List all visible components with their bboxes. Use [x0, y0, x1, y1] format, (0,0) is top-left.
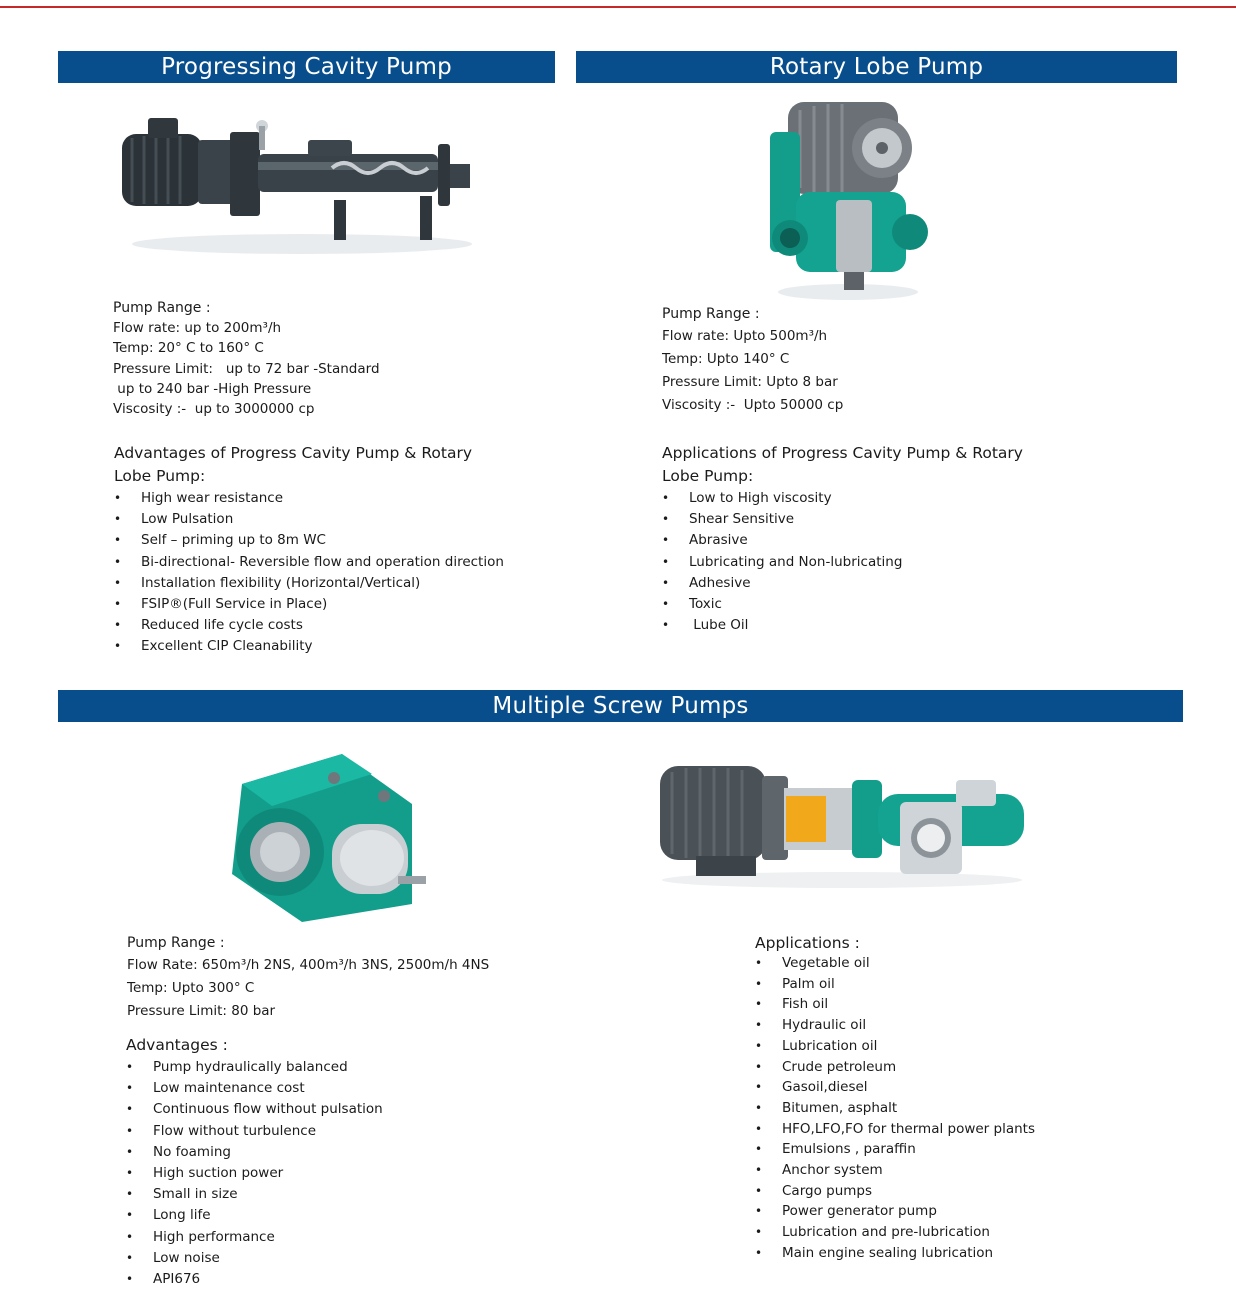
- list-item: • Low Pulsation: [114, 509, 554, 530]
- screw-pump-motor-image: [656, 744, 1028, 890]
- list-item: • High performance: [126, 1227, 566, 1248]
- list-item: • No foaming: [126, 1142, 566, 1163]
- list-item: • Bitumen, asphalt: [755, 1098, 1195, 1119]
- list-item: • Lubricating and Non-lubricating: [662, 552, 1102, 573]
- list-item: • Reduced life cycle costs: [114, 615, 554, 636]
- applications-heading: Applications :: [755, 934, 860, 952]
- banner-title: Rotary Lobe Pump: [769, 54, 984, 80]
- list-item: • Lube Oil: [662, 615, 1102, 636]
- list-item: • Pump hydraulically balanced: [126, 1057, 566, 1078]
- spec-flow-rate: Flow Rate: 650m³/h 2NS, 400m³/h 3NS, 2500m/h 4NS: [127, 957, 490, 973]
- list-item: • Bi-directional- Reversible flow and operation direction: [114, 552, 554, 573]
- pcp-specs: [113, 298, 553, 419]
- list-item: • High suction power: [126, 1163, 566, 1184]
- list-item: • Anchor system: [755, 1160, 1195, 1181]
- spec-pressure: Pressure Limit: Upto 8 bar: [662, 374, 838, 390]
- list-item: • Long life: [126, 1205, 566, 1226]
- list-item: • Adhesive: [662, 573, 1102, 594]
- applications-heading-line1: Applications of Progress Cavity Pump & Rotary: [662, 444, 1023, 462]
- advantages-list: [114, 488, 554, 658]
- advantages-heading-line1: Advantages of Progress Cavity Pump & Rotary: [114, 444, 472, 462]
- list-item: • Abrasive: [662, 530, 1102, 551]
- pcp-advantages: [114, 442, 554, 658]
- spec-temp: Temp: Upto 140° C: [662, 351, 790, 367]
- spec-flow-rate: Flow rate: up to 200m³/h: [113, 320, 282, 336]
- list-item: • Gasoil,diesel: [755, 1077, 1195, 1098]
- screw-pump-teal-image: [222, 744, 434, 928]
- list-item: • High wear resistance: [114, 488, 554, 509]
- list-item: • Self – priming up to 8m WC: [114, 530, 554, 551]
- spec-viscosity: Viscosity :- up to 3000000 cp: [113, 401, 315, 418]
- list-item: • Excellent CIP Cleanability: [114, 636, 554, 657]
- pump-range-heading: Pump Range :: [662, 306, 760, 322]
- list-item: • Crude petroleum: [755, 1057, 1195, 1078]
- list-item: • Cargo pumps: [755, 1181, 1195, 1202]
- list-item: • Installation flexibility (Horizontal/Vertical): [114, 573, 554, 594]
- progressing-cavity-pump-image: [112, 104, 480, 264]
- list-item: • API676: [126, 1269, 566, 1290]
- banner-rotary-lobe-pump: [576, 51, 1177, 83]
- banner-multiple-screw-pumps: [58, 690, 1183, 722]
- advantages-heading-line2: Lobe Pump:: [114, 467, 206, 485]
- list-item: • Emulsions , paraffin: [755, 1139, 1195, 1160]
- list-item: • Low noise: [126, 1248, 566, 1269]
- msp-applications: [755, 932, 1195, 1264]
- list-item: • Lubrication and pre-lubrication: [755, 1222, 1195, 1243]
- advantages-list: [126, 1057, 566, 1290]
- spec-temp: Temp: Upto 300° C: [127, 980, 255, 996]
- list-item: • Shear Sensitive: [662, 509, 1102, 530]
- spec-pressure-standard: Pressure Limit: up to 72 bar -Standard: [113, 360, 380, 377]
- rotary-lobe-pump-image: [760, 92, 930, 304]
- list-item: • Small in size: [126, 1184, 566, 1205]
- msp-advantages: [126, 1034, 566, 1290]
- list-item: • Vegetable oil: [755, 953, 1195, 974]
- top-red-rule: [0, 6, 1236, 8]
- list-item: • Low maintenance cost: [126, 1078, 566, 1099]
- banner-progressing-cavity-pump: [58, 51, 555, 83]
- pump-range-heading: Pump Range :: [113, 300, 211, 316]
- list-item: • HFO,LFO,FO for thermal power plants: [755, 1119, 1195, 1140]
- spec-viscosity: Viscosity :- Upto 50000 cp: [662, 397, 844, 413]
- spec-pressure-high: up to 240 bar -High Pressure: [113, 380, 312, 397]
- list-item: • Palm oil: [755, 974, 1195, 995]
- list-item: • Toxic: [662, 594, 1102, 615]
- list-item: • FSIP®(Full Service in Place): [114, 594, 554, 615]
- banner-title: Progressing Cavity Pump: [161, 54, 452, 80]
- spec-temp: Temp: 20° C to 160° C: [113, 340, 264, 357]
- list-item: • Continuous flow without pulsation: [126, 1099, 566, 1120]
- applications-heading-line2: Lobe Pump:: [662, 467, 754, 485]
- spec-flow-rate: Flow rate: Upto 500m³/h: [662, 328, 828, 344]
- spec-pressure: Pressure Limit: 80 bar: [127, 1003, 276, 1019]
- list-item: • Main engine sealing lubrication: [755, 1243, 1195, 1264]
- list-item: • Power generator pump: [755, 1201, 1195, 1222]
- applications-list: [755, 953, 1195, 1264]
- msp-specs: [127, 932, 587, 1023]
- applications-list: [662, 488, 1102, 636]
- pump-range-heading: Pump Range :: [127, 935, 225, 951]
- rlp-applications: [662, 442, 1102, 636]
- list-item: • Flow without turbulence: [126, 1121, 566, 1142]
- banner-title: Multiple Screw Pumps: [492, 693, 749, 719]
- advantages-heading: Advantages :: [126, 1036, 228, 1054]
- list-item: • Lubrication oil: [755, 1036, 1195, 1057]
- list-item: • Fish oil: [755, 994, 1195, 1015]
- list-item: • Low to High viscosity: [662, 488, 1102, 509]
- list-item: • Hydraulic oil: [755, 1015, 1195, 1036]
- rlp-specs: [662, 303, 1102, 417]
